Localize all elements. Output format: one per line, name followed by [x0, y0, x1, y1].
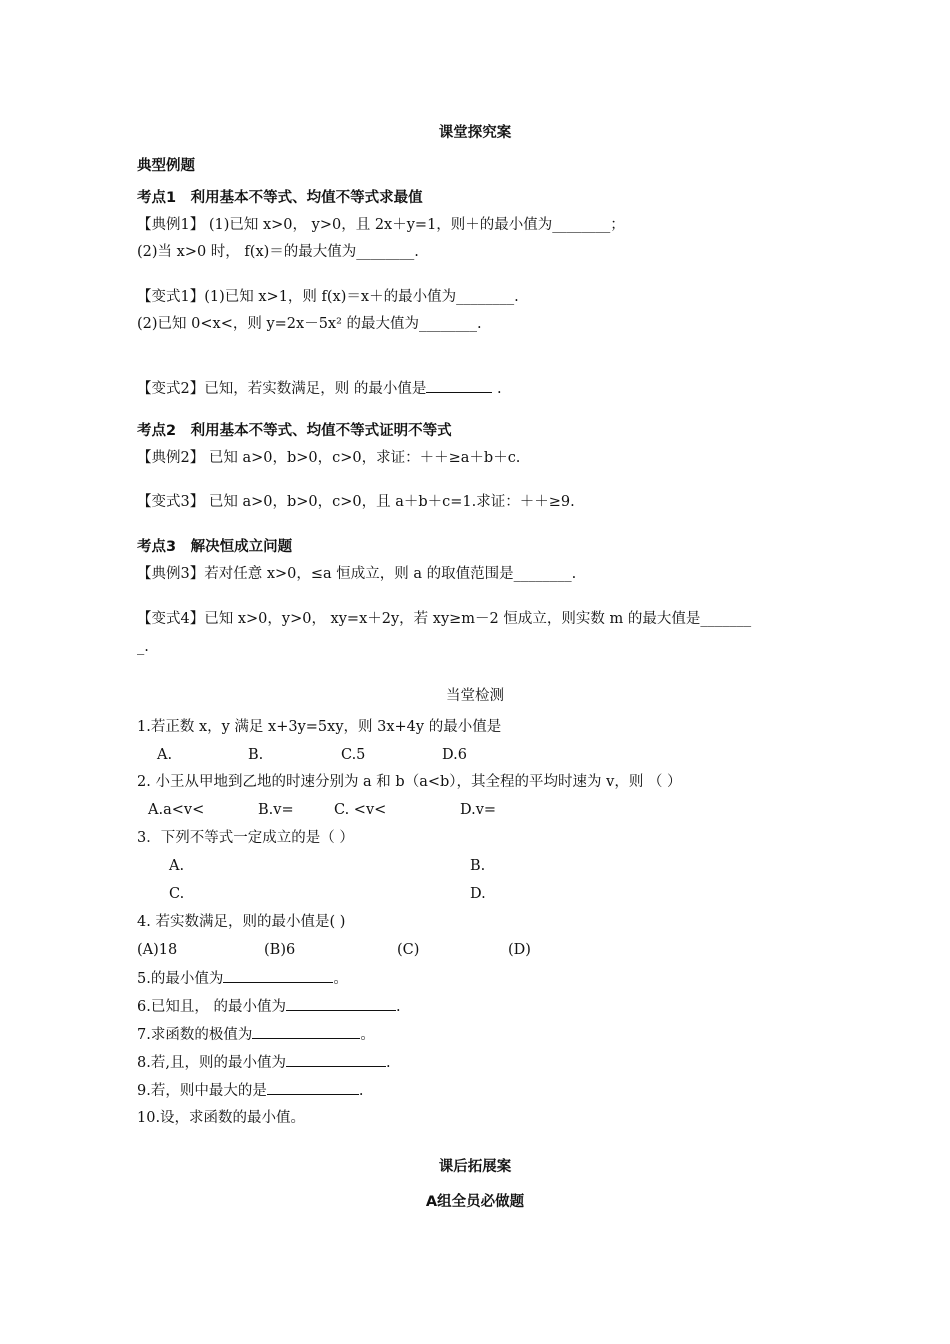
- q4-option-b: (B)6: [264, 942, 296, 958]
- kaodian-1-heading: 考点1 利用基本不等式、均值不等式求最值: [137, 190, 423, 206]
- q4-option-a: (A)18: [137, 942, 178, 958]
- q9-end: .: [358, 1083, 364, 1099]
- q3-option-a: A.: [169, 858, 185, 874]
- question-1: 1.若正数 x，y 满足 x+3y=5xy，则 3x+4y 的最小值是: [137, 719, 502, 735]
- q6-text: 6.已知且， 的最小值为: [137, 999, 286, 1015]
- variant-4-part-1: 【变式4】已知 x>0，y>0， xy=x＋2y，若 xy≥m－2 恒成立，则实数 m 的最大值是_______: [137, 611, 752, 627]
- kaodian-3-heading: 考点3 解决恒成立问题: [137, 539, 293, 555]
- q4-option-d: (D): [508, 942, 531, 958]
- q5-text: 5.的最小值为: [137, 971, 224, 987]
- question-10: 10.设，求函数的最小值。: [137, 1110, 306, 1126]
- variant-2-end: .: [492, 381, 502, 397]
- q2-option-b: B.v=: [258, 802, 294, 818]
- variant-1-part-2: (2)已知 0<x<，则 y=2x－5x² 的最大值为________.: [137, 316, 482, 332]
- variant-3: 【变式3】 已知 a>0，b>0，c>0，且 a＋b＋c=1.求证：＋＋≥9.: [137, 494, 575, 510]
- answer-blank: [286, 1052, 386, 1067]
- example-1-part-2: (2)当 x>0 时， f(x)＝的最大值为________.: [137, 244, 419, 260]
- q2-option-d: D.v=: [460, 802, 497, 818]
- q5-end: 。: [333, 971, 348, 987]
- kaodian-2-heading: 考点2 利用基本不等式、均值不等式证明不等式: [137, 423, 452, 439]
- q2-option-c: C. <v<: [334, 802, 387, 818]
- example-3: 【典例3】若对任意 x>0，≤a 恒成立，则 a 的取值范围是________.: [137, 566, 577, 582]
- variant-2-text: 【变式2】已知，若实数满足，则 的最小值是: [137, 381, 427, 397]
- example-1-part-1: 【典例1】 (1)已知 x>0， y>0，且 2x＋y=1，则＋的最小值为________；: [137, 217, 625, 233]
- q1-option-a: A.: [157, 747, 173, 763]
- q6-end: .: [395, 999, 401, 1015]
- question-5: [137, 968, 348, 989]
- answer-blank: [426, 378, 492, 393]
- question-8: [137, 1052, 391, 1073]
- q8-text: 8.若,且，则的最小值为: [137, 1055, 286, 1071]
- variant-2: [137, 378, 502, 399]
- q7-end: 。: [360, 1027, 375, 1043]
- variant-4-part-2: _.: [137, 639, 149, 655]
- question-4: 4. 若实数满足，则的最小值是( ): [137, 914, 346, 930]
- example-2: 【典例2】 已知 a>0，b>0，c>0，求证：＋＋≥a＋b＋c.: [137, 450, 521, 466]
- question-6: [137, 996, 401, 1017]
- q8-end: .: [385, 1055, 391, 1071]
- variant-1-part-1: 【变式1】(1)已知 x>1，则 f(x)＝x＋的最小值为________.: [137, 289, 519, 305]
- page-title: 课堂探究案: [438, 125, 512, 141]
- after-class-title: 课后拓展案: [438, 1159, 512, 1175]
- question-3: 3．下列不等式一定成立的是（ ）: [137, 830, 354, 846]
- q2-option-a: A.a<v<: [148, 802, 205, 818]
- q3-option-d: D.: [470, 886, 486, 902]
- q1-option-b: B.: [248, 747, 264, 763]
- q1-option-c: C.5: [341, 747, 366, 763]
- q4-option-c: (C): [397, 942, 420, 958]
- q3-option-b: B.: [470, 858, 486, 874]
- answer-blank: [286, 996, 396, 1011]
- answer-blank: [267, 1080, 359, 1095]
- section-heading: 典型例题: [137, 158, 195, 174]
- answer-blank: [223, 968, 333, 983]
- q9-text: 9.若，则中最大的是: [137, 1083, 267, 1099]
- question-9: [137, 1080, 363, 1101]
- q7-text: 7.求函数的极值为: [137, 1027, 253, 1043]
- answer-blank: [252, 1024, 360, 1039]
- q3-option-c: C.: [169, 886, 185, 902]
- check-title: 当堂检测: [446, 688, 504, 704]
- group-a-heading: A组全员必做题: [425, 1194, 525, 1210]
- question-2: 2. 小王从甲地到乙地的时速分别为 a 和 b（a<b），其全程的平均时速为 v，则 （ ）: [137, 774, 682, 790]
- q1-option-d: D.6: [442, 747, 467, 763]
- question-7: [137, 1024, 375, 1045]
